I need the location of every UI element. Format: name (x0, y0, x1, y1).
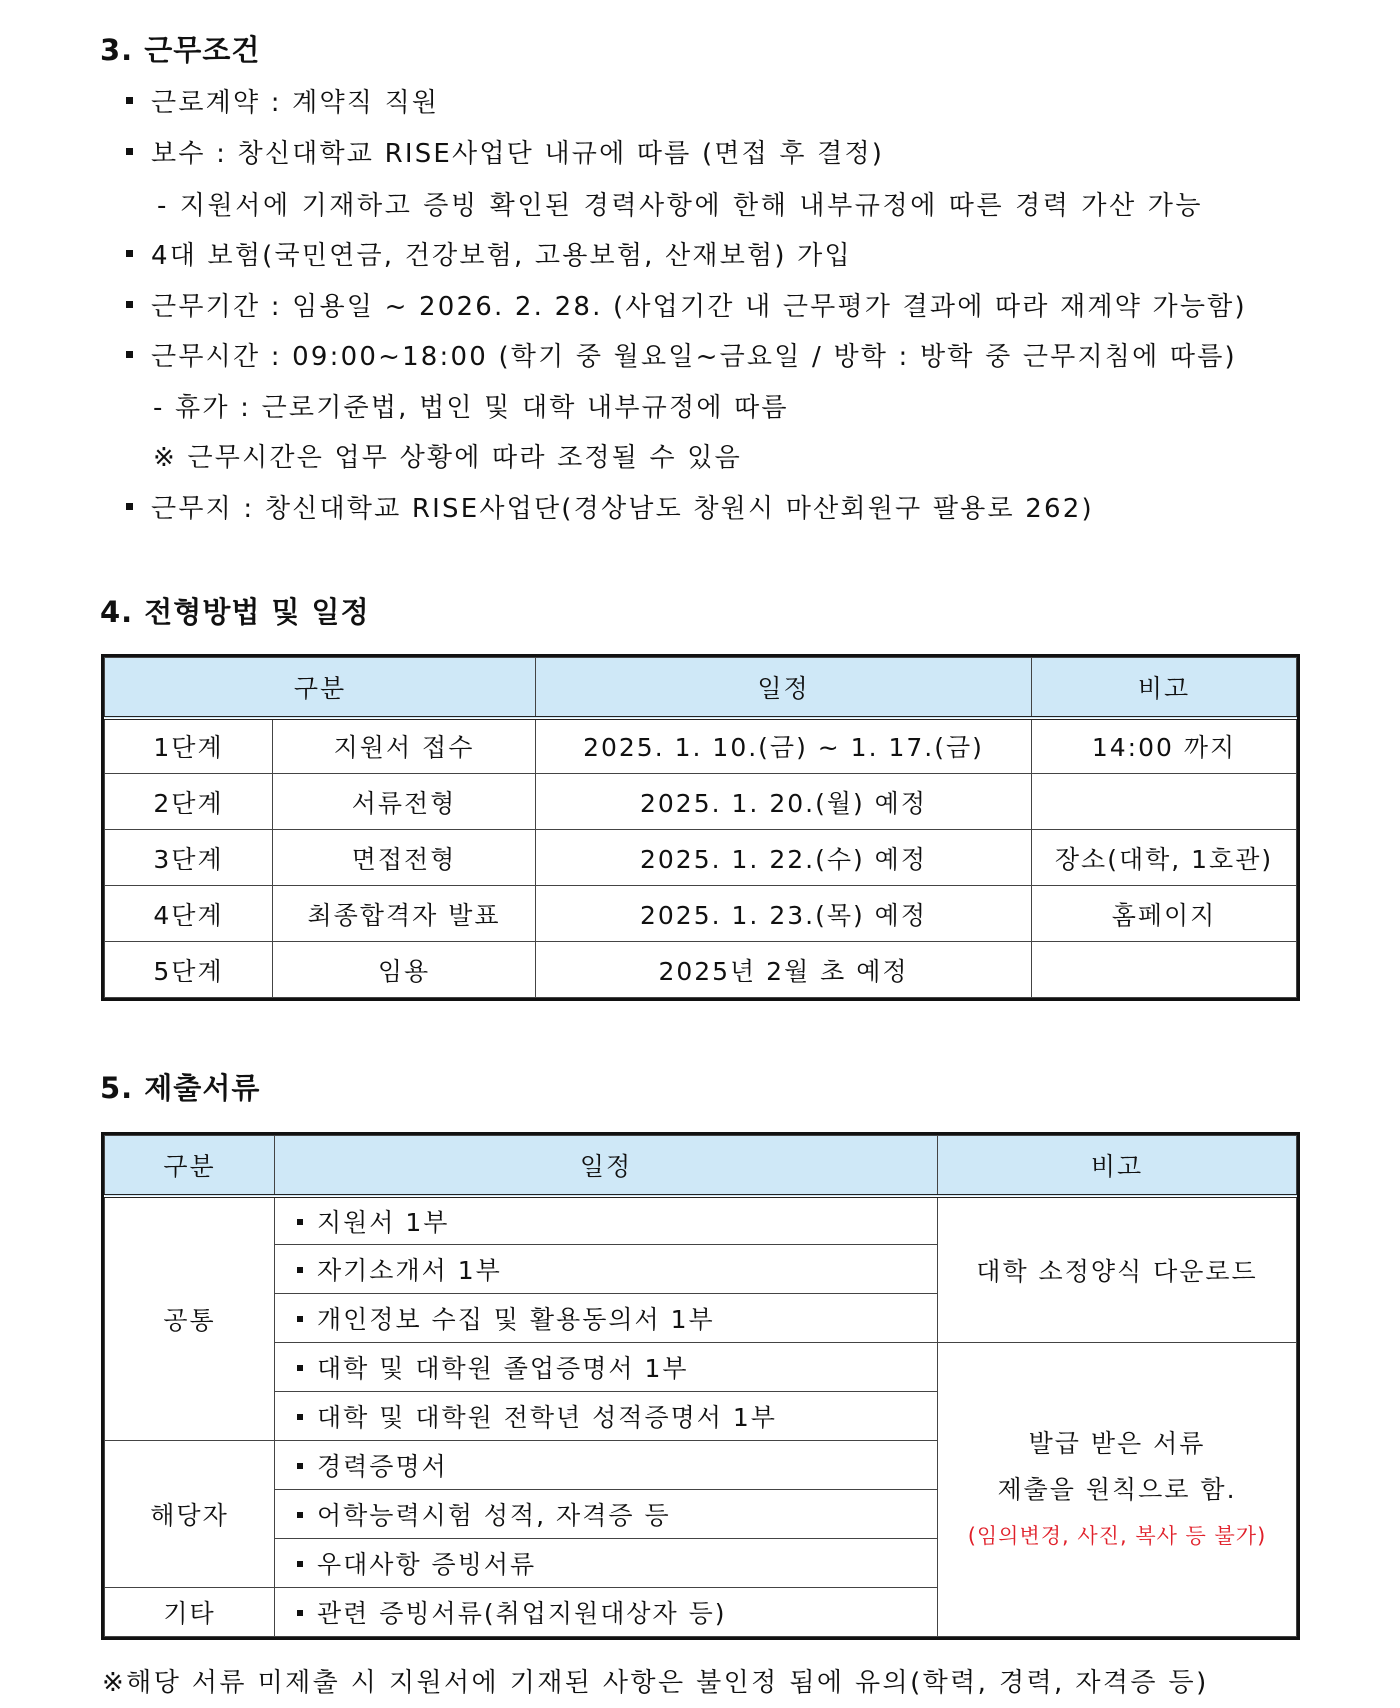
col-header: 비고 (1032, 658, 1297, 718)
stage-cell: 2단계 (105, 774, 273, 830)
list-subitem: - 지원서에 기재하고 증빙 확인된 경력사항에 한해 내부규정에 따른 경력 가산 가능 (157, 191, 1204, 221)
bullet-icon (297, 1512, 303, 1518)
bullet-icon (297, 1463, 303, 1469)
date-cell: 2025. 1. 22.(수) 예정 (536, 830, 1032, 886)
col-header: 구분 (105, 658, 536, 718)
bullet-icon (297, 1414, 303, 1420)
bullet-icon (126, 301, 133, 308)
name-cell: 지원서 접수 (273, 718, 536, 774)
col-header: 일정 (275, 1136, 938, 1196)
footnote: ※해당 서류 미제출 시 지원서에 기재된 사항은 불인정 됨에 유의(학력, 경력, 자격증 등) (102, 1668, 1209, 1698)
stage-cell: 1단계 (105, 718, 273, 774)
table-row (105, 1196, 1297, 1245)
group-other: 기타 (105, 1588, 275, 1637)
document-item: 자기소개서 1부 (275, 1245, 938, 1294)
document-item: 개인정보 수집 및 활용동의서 1부 (275, 1294, 938, 1343)
schedule-table (104, 657, 1297, 998)
note-cell (1032, 942, 1297, 998)
note-cell (1032, 774, 1297, 830)
note-line: 제출을 원칙으로 함. (997, 1474, 1237, 1504)
bullet-icon (297, 1316, 303, 1322)
name-cell: 서류전형 (273, 774, 536, 830)
date-cell: 2025. 1. 10.(금) ~ 1. 17.(금) (536, 718, 1032, 774)
section5-title: 5. 제출서류 (100, 1071, 261, 1105)
note-warning: (임의변경, 사진, 복사 등 불가) (967, 1523, 1267, 1548)
table-row (105, 886, 1297, 942)
document-item: 관련 증빙서류(취업지원대상자 등) (275, 1588, 938, 1637)
table-row (105, 942, 1297, 998)
name-cell: 면접전형 (273, 830, 536, 886)
document-item: 경력증명서 (275, 1441, 938, 1490)
list-item: 근무시간 : 09:00~18:00 (학기 중 월요일~금요일 / 방학 : 방학 중 근무지침에 따름) (126, 336, 1237, 373)
table-row (105, 830, 1297, 886)
bullet-icon (297, 1610, 303, 1616)
bullet-icon (126, 97, 133, 104)
table-row (105, 774, 1297, 830)
list-item: 4대 보험(국민연금, 건강보험, 고용보험, 산재보험) 가입 (126, 235, 852, 272)
note-download: 대학 소정양식 다운로드 (938, 1196, 1297, 1343)
table-row (105, 1343, 1297, 1392)
note-cell: 14:00 까지 (1032, 718, 1297, 774)
list-item: 보수 : 창신대학교 RISE사업단 내규에 따름 (면접 후 결정) (126, 133, 884, 170)
name-cell: 임용 (273, 942, 536, 998)
bullet-icon (126, 250, 133, 257)
bullet-icon (126, 503, 133, 510)
note-original-docs (938, 1343, 1297, 1637)
list-item: 근무기간 : 임용일 ~ 2026. 2. 28. (사업기간 내 근무평가 결과에 따라 재계약 가능함) (126, 286, 1247, 323)
document-item: 지원서 1부 (275, 1196, 938, 1245)
note-line: 발급 받은 서류 (1028, 1428, 1206, 1458)
bullet-icon (126, 351, 133, 358)
stage-cell: 5단계 (105, 942, 273, 998)
document-item: 우대사항 증빙서류 (275, 1539, 938, 1588)
list-item: 근로계약 : 계약직 직원 (126, 82, 439, 119)
col-header: 일정 (536, 658, 1032, 718)
group-applicable: 해당자 (105, 1441, 275, 1588)
date-cell: 2025. 1. 23.(목) 예정 (536, 886, 1032, 942)
section3-title: 3. 근무조건 (100, 33, 261, 67)
bullet-icon (297, 1561, 303, 1567)
note-cell: 홈페이지 (1032, 886, 1297, 942)
group-common: 공통 (105, 1196, 275, 1441)
document-item: 대학 및 대학원 졸업증명서 1부 (275, 1343, 938, 1392)
date-cell: 2025. 1. 20.(월) 예정 (536, 774, 1032, 830)
section4-title: 4. 전형방법 및 일정 (100, 595, 370, 629)
list-subitem: ※ 근무시간은 업무 상황에 따라 조정될 수 있음 (153, 443, 742, 473)
col-header: 구분 (105, 1136, 275, 1196)
documents-table (104, 1135, 1297, 1637)
bullet-icon (297, 1219, 303, 1225)
name-cell: 최종합격자 발표 (273, 886, 536, 942)
list-subitem: - 휴가 : 근로기준법, 법인 및 대학 내부규정에 따름 (153, 393, 789, 423)
table-row (105, 718, 1297, 774)
document-item: 어학능력시험 성적, 자격증 등 (275, 1490, 938, 1539)
stage-cell: 3단계 (105, 830, 273, 886)
bullet-icon (297, 1267, 303, 1273)
note-cell: 장소(대학, 1호관) (1032, 830, 1297, 886)
document-item: 대학 및 대학원 전학년 성적증명서 1부 (275, 1392, 938, 1441)
stage-cell: 4단계 (105, 886, 273, 942)
bullet-icon (297, 1365, 303, 1371)
date-cell: 2025년 2월 초 예정 (536, 942, 1032, 998)
bullet-icon (126, 148, 133, 155)
list-item: 근무지 : 창신대학교 RISE사업단(경상남도 창원시 마산회원구 팔용로 262) (126, 488, 1094, 525)
col-header: 비고 (938, 1136, 1297, 1196)
